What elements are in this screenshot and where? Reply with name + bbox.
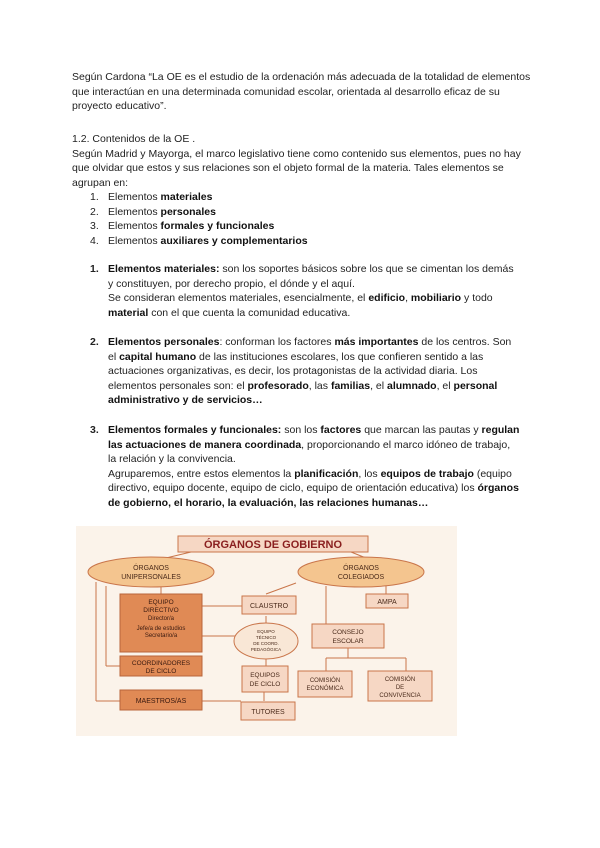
item-materiales: 1. Elementos materiales: son los soportes básicos sobre los que se cimentan los demás y constituyen, por derecho propio, el dónde y el aquí. Se consideran elementos materiales, esencialmente, el edificio, mobiliario y todo material con el que cuenta la comunidad educativa.	[90, 263, 514, 319]
svg-text:MAESTROS/AS: MAESTROS/AS	[135, 698, 187, 705]
colegiados-label-2: COLEGIADOS	[337, 574, 385, 581]
svg-text:CONSEJO: CONSEJO	[332, 629, 364, 636]
svg-text:CLAUSTRO: CLAUSTRO	[249, 603, 289, 610]
svg-text:DE COORD.: DE COORD.	[253, 641, 279, 646]
colegiados-label-1: ÓRGANOS	[343, 565, 379, 572]
svg-text:EQUIPO: EQUIPO	[257, 629, 275, 634]
item-personales: 2. Elementos personales: conforman los factores más importantes de los centros. Son el capital humano de las instituciones escolares, los que confieren sentido a las actuaciones organizativas, es decir, los protagonistas de la actividad diaria. Los elementos personales son: el profesorado, las familias, el alumnado, el personal administrativo y de servicios…	[90, 336, 512, 406]
list-item: 1. Elementos materiales	[90, 191, 213, 203]
svg-text:DE CICLO: DE CICLO	[145, 668, 177, 675]
svg-text:EQUIPOS: EQUIPOS	[250, 672, 280, 679]
list-item: 3. Elementos formales y funcionales	[90, 220, 275, 232]
intro-paragraph: Según Cardona “La OE es el estudio de la ordenación más adecuada de la totalidad de elementos que interactúan en una determinada comunidad escolar, orientada al desarrollo eficaz de su proyecto educativo”.	[72, 71, 531, 112]
svg-text:DE: DE	[395, 685, 405, 691]
section-heading: 1.2. Contenidos de la OE .	[72, 133, 196, 145]
svg-text:DE CICLO: DE CICLO	[249, 681, 281, 688]
svg-text:Director/a: Director/a	[147, 616, 175, 622]
diagram-title: ÓRGANOS DE GOBIERNO	[203, 539, 343, 551]
equipos-ciclo-box	[242, 666, 288, 692]
svg-text:COORDINADORES: COORDINADORES	[131, 660, 191, 667]
svg-text:COMISIÓN: COMISIÓN	[309, 678, 341, 684]
svg-text:Jefe/a de estudios: Jefe/a de estudios	[136, 626, 186, 632]
svg-text:COMISIÓN: COMISIÓN	[384, 677, 416, 683]
section-text: Según Madrid y Mayorga, el marco legislativo tiene como contenido sus elementos, pues no hay que olvidar que estos y sus relaciones son el objeto formal de la materia. Tales elementos se agrupan en:	[72, 147, 521, 189]
svg-text:PEDAGÓGICA: PEDAGÓGICA	[250, 647, 282, 652]
svg-text:TUTORES: TUTORES	[251, 709, 285, 716]
unipersonales-label-2: UNIPERSONALES	[121, 574, 181, 581]
unipersonales-ellipse	[88, 557, 214, 587]
svg-text:TÉCNICO: TÉCNICO	[255, 635, 277, 640]
svg-text:AMPA: AMPA	[377, 599, 397, 606]
comision-economica-box	[298, 671, 352, 697]
section-contenidos	[72, 132, 532, 190]
unipersonales-label-1: ÓRGANOS	[133, 565, 169, 572]
colegiados-ellipse	[298, 557, 424, 587]
svg-text:EQUIPO: EQUIPO	[148, 599, 174, 606]
diagram-svg	[76, 526, 457, 736]
elements-list	[90, 190, 530, 248]
list-item: 2. Elementos personales	[90, 205, 216, 218]
svg-text:CONVIVENCIA: CONVIVENCIA	[379, 693, 421, 699]
svg-text:Secretario/a: Secretario/a	[144, 633, 178, 639]
item-formales: 3. Elementos formales y funcionales: son los factores que marcan las pautas y regulan las actuaciones de manera coordinada, proporcionando el marco idóneo de trabajo, la relación y la convivencia. Agruparemos, entre estos elementos la planificación, los equipos de trabajo (equipo directivo, equipo docente, equipo de ciclo, equipo de orientación educativa) los órganos de gobierno, el horario, la evaluación, las relaciones humanas…	[90, 424, 520, 509]
svg-text:ESCOLAR: ESCOLAR	[332, 638, 364, 645]
svg-text:ECONÓMICA: ECONÓMICA	[306, 686, 344, 692]
svg-text:DIRECTIVO: DIRECTIVO	[143, 607, 179, 614]
list-item: 4. Elementos auxiliares y complementarios	[90, 234, 308, 247]
organos-gobierno-diagram	[76, 526, 457, 736]
